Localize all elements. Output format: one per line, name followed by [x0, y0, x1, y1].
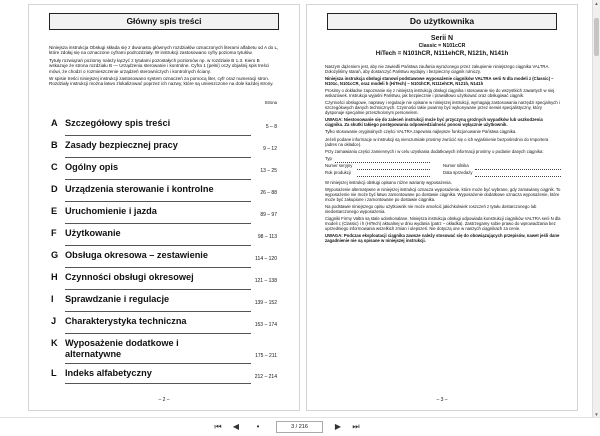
toc-title-line2: alternatywne [65, 349, 122, 359]
toc-divider [65, 157, 251, 158]
toc-divider [65, 289, 251, 290]
strona-label: Strona [264, 100, 277, 105]
intro-paragraph: Niniejsza instrukcja Obsługi składa się z dwunastu głównych rozdziałów oznaczonych literami alfabetu od A do L, które zdołaj się na oznaczone cyframi podrozdziały. W instrukcji zastosowano cyfry pozioma tytułów. [49, 45, 279, 56]
form-row [325, 171, 561, 178]
viewer-toolbar [0, 417, 600, 436]
page-body [325, 65, 561, 246]
right-page [306, 4, 578, 411]
toc-item-j[interactable] [51, 316, 277, 338]
first-page-icon[interactable]: ⏮ [214, 422, 222, 431]
toc-title: Czynności obsługi okresowej [65, 272, 194, 282]
intro-text [49, 45, 279, 89]
toc-letter: D [51, 184, 58, 194]
prev-page-icon[interactable]: ◀ [232, 422, 240, 431]
classic-models: Classic = N101cCR [418, 43, 466, 49]
toc-item-i[interactable] [51, 294, 277, 316]
toc-divider [65, 179, 251, 180]
toc-item-f[interactable] [51, 228, 277, 250]
toc-pages: 98 – 113 [257, 234, 277, 240]
series-heading [317, 34, 567, 57]
page-number-input[interactable]: 3 / 216 [276, 421, 323, 433]
toc-title: Uruchomienie i jazda [65, 206, 157, 216]
toc-title: Sprawdzanie i regulacje [65, 294, 170, 304]
toc-letter: B [51, 140, 58, 150]
toc-letter: F [51, 228, 57, 238]
paragraph: Przy zamawianiu części zamiennych i w celu uzyskania dodatkowych informacji prosimy o podanie danych ciągnika: [325, 148, 544, 154]
toc-pages: 13 – 25 [260, 168, 277, 174]
tractor-data-form [325, 157, 561, 178]
toc-divider [65, 383, 251, 384]
toc-pages: 114 – 120 [255, 256, 277, 262]
toc-item-a[interactable] [51, 118, 277, 140]
form-label-sale-date: Data sprzedaży [443, 169, 473, 175]
toc-title: Wyposażenie dodatkowe i [65, 338, 179, 348]
toc-letter: I [51, 294, 54, 304]
toc-item-e[interactable] [51, 206, 277, 228]
toc-letter: A [51, 118, 58, 128]
toc-title: Szczegółowy spis treści [65, 118, 171, 128]
paragraph-bold: Niniejsza instrukcja obsługi stanowi podstawowe wyposażenie ciągników VALTRA serii N dla modeli z (Classic) – N101c, N101cCR, oraz modeli h (HiTech) – N101hCR, N111ehCR, N121h, N141h [325, 76, 554, 87]
toc-letter: H [51, 272, 58, 282]
vertical-scrollbar[interactable] [592, 0, 600, 418]
left-page [28, 4, 300, 411]
form-line [475, 176, 561, 177]
toc-divider [65, 311, 251, 312]
warning-paragraph: UWAGA: Niestosowanie się do zaleceń instrukcji może być przyczyną groźnych wypadków lub uszkodzenia ciągnika. Za skutki takiego postępowania odpowiedzialność ponosi wyłącznie użytkownik. [325, 117, 543, 128]
toc-pages: 153 – 174 [254, 322, 277, 328]
paragraph: Jeżeli podane informacje w instrukcji są nierozumiałe prosimy zwrócić się o ich wyjaśnienie bezpośrednio do Importera (adres na okładce). [325, 136, 549, 147]
paragraph: Naszym dążeniem jest, aby nie zawiedli Państwa zaufania wyrażonego przez zakupienie niniejszego ciągnika VALTRA. Dołożyliśmy starań, aby dostarczyć Państwu wydajny i bezpieczny ciągnik rolniczy. [325, 64, 550, 74]
form-line [475, 169, 561, 170]
toc-divider [65, 223, 251, 224]
page-title: Główny spis treści [49, 13, 279, 30]
form-label-serial: Numer seryjny [325, 162, 353, 168]
series-name: Serii N [430, 35, 454, 42]
toc-letter: E [51, 206, 58, 216]
toc-pages: 139 – 152 [254, 300, 277, 306]
toc-pages: 5 – 8 [265, 124, 277, 130]
scroll-up-icon[interactable]: ▲ [594, 1, 599, 6]
toc-divider [65, 135, 251, 136]
toc-divider [65, 267, 251, 268]
toc-pages: 89 – 97 [260, 212, 277, 218]
toc-letter: L [51, 368, 57, 378]
toc-item-l[interactable] [51, 368, 277, 390]
toc-title: Użytkowanie [65, 228, 121, 238]
toc-item-h[interactable] [51, 272, 277, 294]
toc-item-b[interactable] [51, 140, 277, 162]
toc-letter: J [51, 316, 57, 326]
toc-divider [65, 333, 251, 334]
page-number: – 3 – [436, 397, 448, 403]
page-title: Do użytkownika [327, 13, 557, 30]
toc-item-d[interactable] [51, 184, 277, 206]
page-nav-dot-icon[interactable]: • [256, 422, 260, 431]
toc-title: Zasady bezpiecznej pracy [65, 140, 178, 150]
last-page-icon[interactable]: ⏭ [352, 422, 360, 431]
page-number: – 2 – [158, 397, 170, 403]
intro-paragraph: W spisie treści niniejszej instrukcji zastosowano system oznaczeń za pomocą liter, cyfr oraz numeracji stron. Rozdziały instrukcji można łatwo zlokalizować poprzez ich nazwy, które są umieszczone na dole każdej strony. [49, 76, 274, 87]
toc-title: Ogólny opis [65, 162, 119, 172]
toc-pages: 121 – 138 [254, 278, 277, 284]
toc-divider [65, 245, 251, 246]
paragraph: Czynności obsługowe, naprawy i regulacje nie opisane w niniejszej instrukcji, wymagają zastosowania narzędzi specjalnych i szczegółowych danych technicznych. Czynności takie powinny być wykonywane przez serwis specjalistyczny, który dysponuje specjalnie przeszkolonym personelem. [325, 100, 560, 116]
hitech-models: HiTech = N101hCR, N111ehCR, N121h, N141h [375, 49, 509, 57]
intro-paragraph: Tytuły rozwiązań poziomy należy łączyć z tytułami pozostałych poziomów np. w rozdziale B 1.3. Kiero B wskazuje że strona rozdziału B — Urządzenia sterowanie i kontrolne. Cyfra 1 (pełni) oczy objaśnij spis treści mówi, że chodzi o rozmieszczenie urządzeń sterowniczych i kontrolnych ściany. [49, 57, 270, 74]
paragraph: Prosimy o dokładne zapoznanie się z niniejszą instrukcją obsługi ciągnika i stosowanie się do wszystkich zawartych w niej wskazówek. Instrukcja wyjaśni Państwu, jak bezpiecznie i prawidłowo użytkować oraz obsługiwać ciągnik. [325, 88, 555, 99]
toc-pages: 9 – 12 [263, 146, 277, 152]
toc-title: Obsługa okresowa – zestawienie [65, 250, 208, 260]
toc-title: Indeks alfabetyczny [65, 368, 152, 378]
toc-pages: 175 – 211 [255, 353, 277, 359]
form-label-year: Rok produkcji [325, 169, 351, 175]
form-label-typ: Typ [325, 155, 332, 161]
toc-letter: G [51, 250, 59, 260]
toc-letter: C [51, 162, 58, 172]
warning-paragraph: UWAGA: Podczas eksploatacji ciągnika zawsze należy stosować się do obowiązujących przepisów, nawet jeśli dane zagadnienie nie są opisane w niniejszej instrukcji. [325, 233, 560, 244]
form-line [357, 176, 430, 177]
toc-title: Urządzenia sterowanie i kontrolne [65, 184, 214, 194]
paragraph: Na podstawie niniejszego opisu użytkownik nie może amościć jakichkolwiek roszczeń z tytułu dostarczonego lub niedostarczonego wyposażenia. [325, 203, 537, 214]
toc-title: Charakterystyka techniczna [65, 316, 187, 326]
scrollbar-thumb[interactable] [594, 18, 599, 56]
toc-divider [65, 201, 251, 202]
paragraph: Ciągniki Firmy Valtra są stale udoskonalane. Niniejsza instrukcja obsługi odpowiada konstrukcji ciągników VALTRA serii N dla modeli c (Classic) i h (HiTech) aktualnej w dniu wydania (patrz – okładka). Zastrzegamy sobie prawo do wprowadzania bez uprzedniego informowania wszelkich zmian i ulepszeń. Nie dotyczą one w naszych ciągnikach za cenie. [325, 216, 561, 231]
toc-pages: 26 – 88 [260, 190, 277, 196]
toc-pages: 212 – 214 [254, 374, 277, 380]
form-line [357, 169, 430, 170]
form-label-engine: Numer silnika [443, 162, 469, 168]
toc-letter: K [51, 338, 58, 348]
scroll-down-icon[interactable]: ▼ [594, 412, 599, 417]
paragraph: Tylko stosowanie oryginalnych części VALTRA zapewnia najlepsze funkcjonowanie Państwa ciągnika. [325, 129, 517, 135]
next-page-icon[interactable]: ▶ [334, 422, 342, 431]
paragraph: W niniejszej instrukcji obsługi opisano różne warianty wyposażenia. [325, 179, 452, 185]
toc-item-c[interactable] [51, 162, 277, 184]
toc-item-g[interactable] [51, 250, 277, 272]
toc-divider [65, 363, 251, 364]
paragraph: Wyposażenie alternatywne w niniejszej instrukcji oznacza wyposażenie, które może być wybrane, gdy zamawiany ciągnik. To wyposażenie nie może być łatwo zamontowane po dostawie ciągnika. Wyposażenie dodatkowe oznacza wyposażenie, które może być zakupione i zamontowane po dostawie ciągnika. [325, 186, 561, 202]
